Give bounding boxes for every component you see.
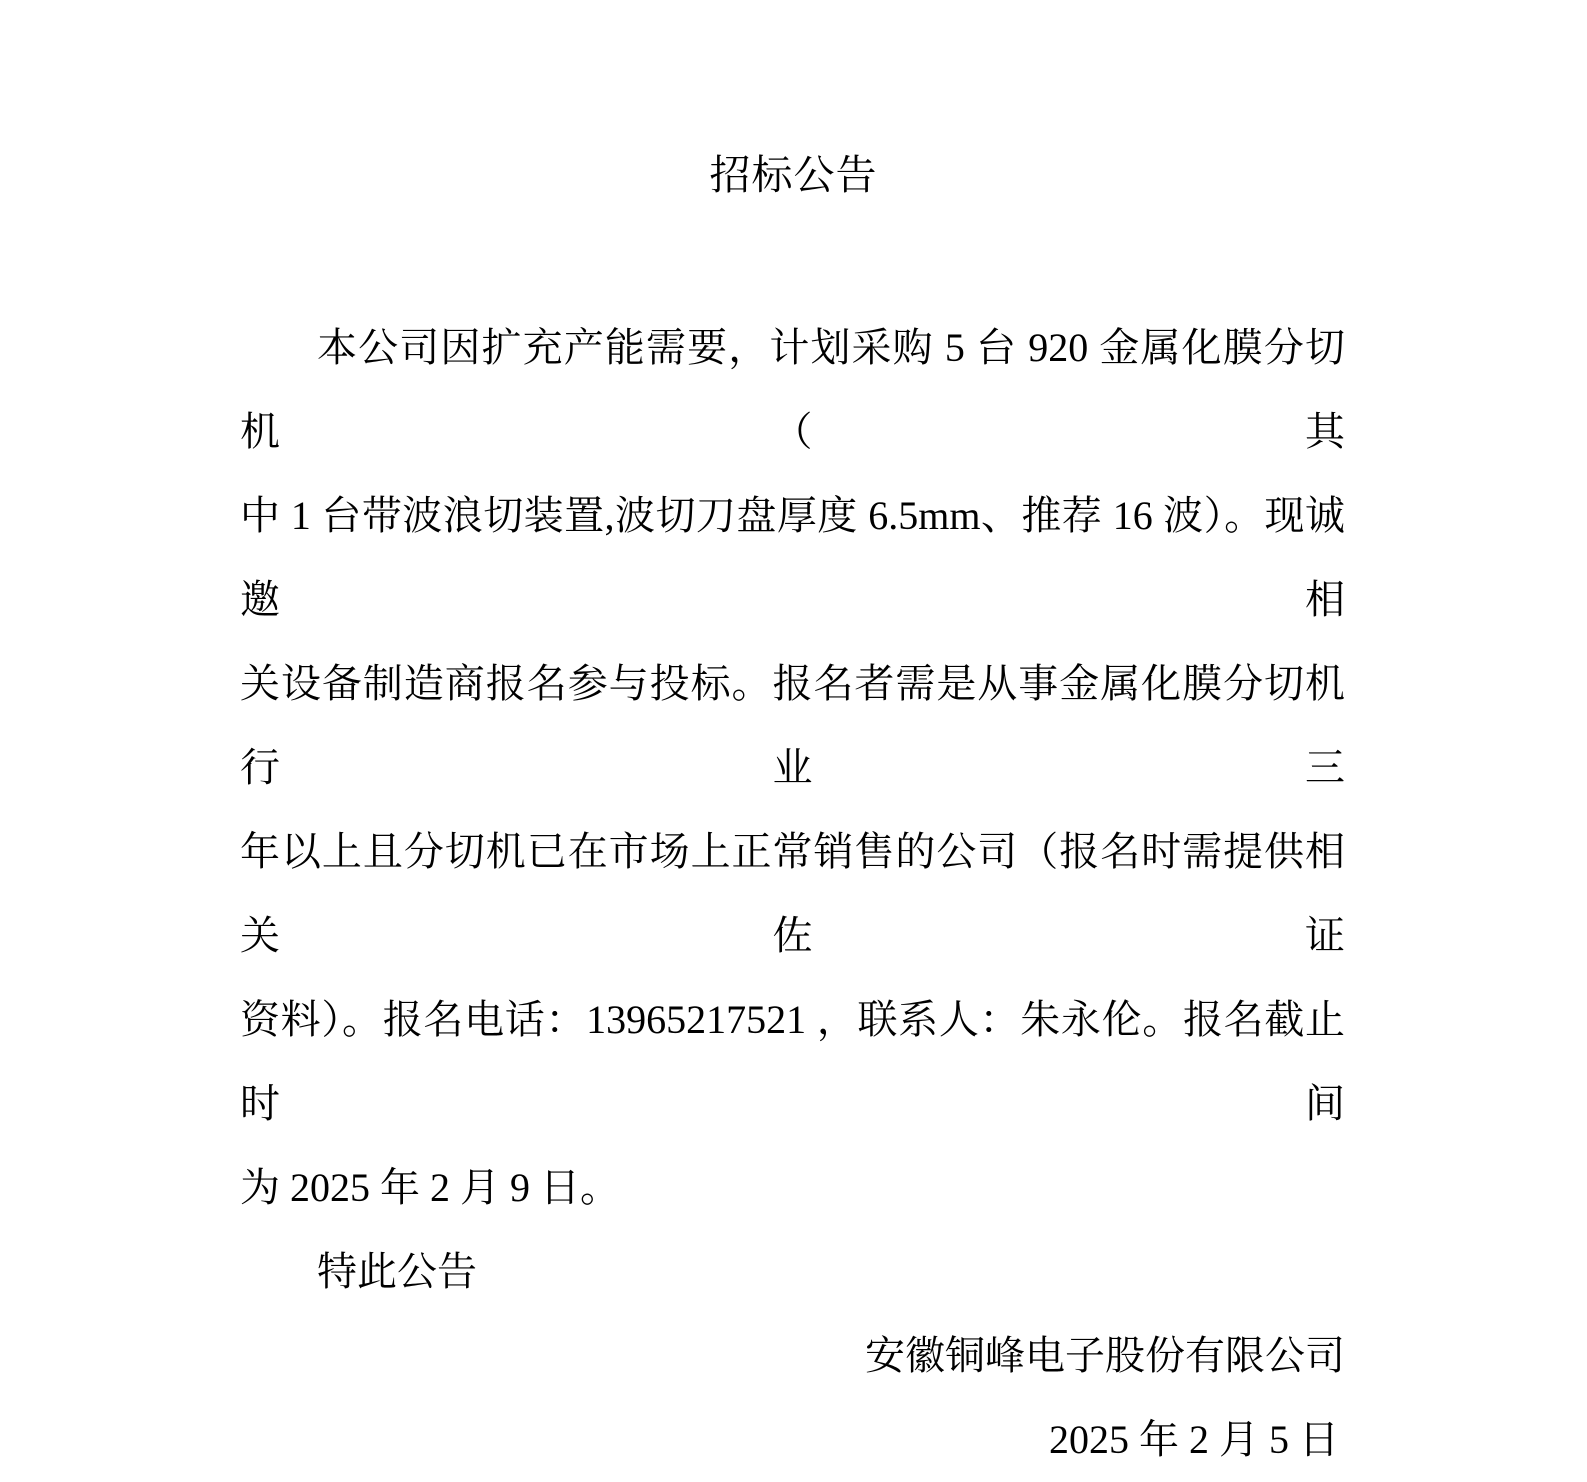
closing-line: 特此公告 [317, 1249, 477, 1294]
page-title: 招标公告 [709, 152, 878, 198]
paragraph-line: 年以上且分切机已在市场上正常销售的公司（报名时需提供相关佐证 [240, 829, 1345, 958]
document-body [240, 306, 1345, 1482]
paragraph-line: 关设备制造商报名参与投标。报名者需是从事金属化膜分切机行业三 [240, 661, 1345, 790]
paragraph-line: 为 2025 年 2 月 9 日。 [240, 1165, 620, 1210]
paragraph-line: 资料）。报名电话：13965217521 ，联系人：朱永伦。报名截止时间 [240, 997, 1345, 1126]
date-line: 2025 年 2 月 5 日 [1049, 1417, 1339, 1462]
paragraph-line: 中 1 台带波浪切装置,波切刀盘厚度 6.5mm、推荐 16 波）。现诚邀相 [240, 493, 1345, 622]
company-signature: 安徽铜峰电子股份有限公司 [865, 1333, 1345, 1378]
paragraph-line: 本公司因扩充产能需要，计划采购 5 台 920 金属化膜分切机（其 [240, 325, 1345, 454]
